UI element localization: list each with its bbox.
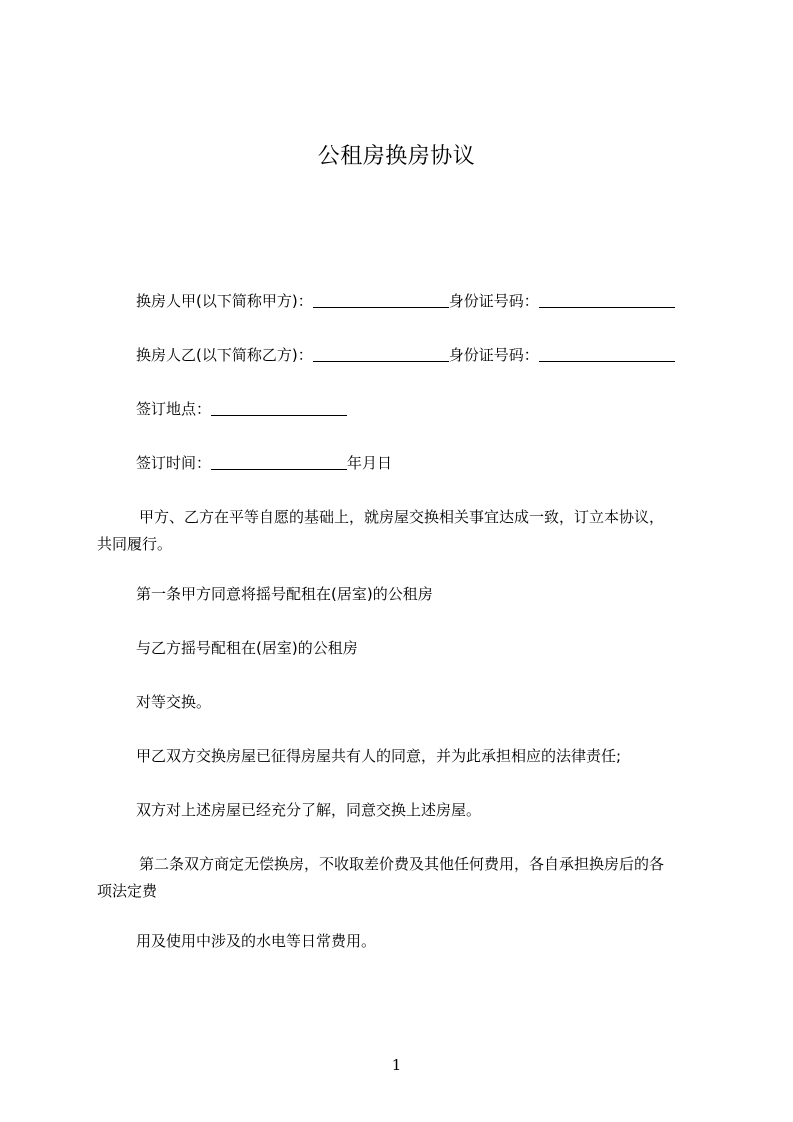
signing-time-blank [211, 455, 347, 470]
page-number: 1 [391, 1056, 402, 1074]
article1-line-4: 甲乙双方交换房屋已征得房屋共有人的同意，并为此承担相应的法律责任; [136, 747, 622, 765]
party-b-label: 换房人乙(以下简称乙方)： [136, 346, 313, 364]
article2-line-2: 项法定费 [97, 882, 158, 900]
signing-time-line [136, 450, 392, 476]
article1-line-3: 对等交换。 [136, 693, 212, 711]
preamble-line-2: 共同履行。 [97, 535, 173, 553]
article1-line-1: 第一条甲方同意将摇号配租在(居室)的公租房 [136, 585, 433, 603]
party-a-label: 换房人甲(以下简称甲方)： [136, 292, 313, 310]
party-b-name-blank [313, 347, 449, 362]
party-a-line [136, 288, 675, 314]
article1-line-5: 双方对上述房屋已经充分了解，同意交换上述房屋。 [136, 801, 482, 819]
party-b-id-label: 身份证号码： [448, 346, 539, 364]
party-b-line [136, 342, 675, 368]
party-a-id-label: 身份证号码： [448, 292, 539, 310]
article2-line-1: 第二条双方商定无偿换房，不收取差价费及其他任何费用，各自承担换房后的各 [139, 855, 665, 873]
signing-place-line [136, 396, 347, 422]
signing-time-suffix: 年月日 [347, 454, 393, 472]
article1-line-2: 与乙方摇号配租在(居室)的公租房 [136, 639, 358, 657]
party-b-id-blank [539, 347, 675, 362]
signing-time-label: 签订时间： [136, 454, 212, 472]
preamble-line-1: 甲方、乙方在平等自愿的基础上，就房屋交换相关事宜达成一致，订立本协议， [139, 508, 665, 526]
party-a-id-blank [539, 293, 675, 308]
article2-line-3: 用及使用中涉及的水电等日常费用。 [136, 932, 377, 950]
document-title: 公租房换房协议 [317, 144, 476, 169]
signing-place-label: 签订地点： [136, 400, 212, 418]
party-a-name-blank [313, 293, 449, 308]
signing-place-blank [211, 401, 347, 416]
